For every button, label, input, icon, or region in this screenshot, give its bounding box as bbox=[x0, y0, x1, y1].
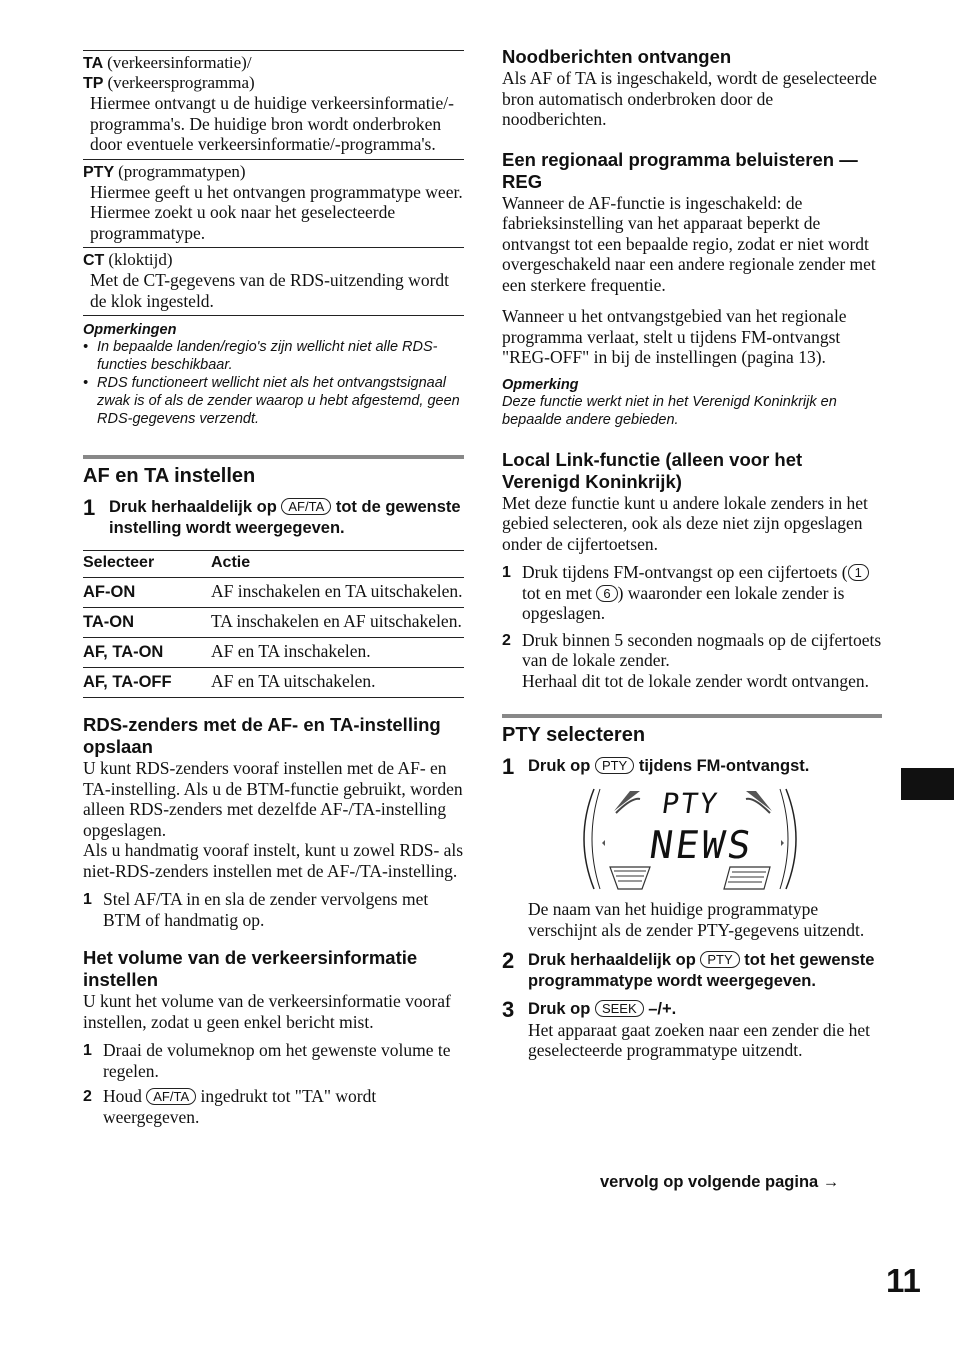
term: CT bbox=[83, 252, 105, 269]
table-row: AF, TA-ON AF en TA inschakelen. bbox=[83, 638, 464, 668]
pty-step-2: 2 Druk herhaaldelijk op PTY tot het gewenste programmatype wordt weergegeven. bbox=[502, 948, 875, 990]
pty-step-1-body: De naam van het huidige programmatype verschijnt als de zender PTY-gegevens uitzendt. bbox=[528, 899, 865, 940]
term-paren: (kloktijd) bbox=[108, 250, 173, 269]
note-item: • RDS functioneert wellicht niet als het ontvangstsignaal zwak is of als de zender waarop u hebt afgestemd, geen RDS-gegevens verzendt. bbox=[83, 375, 460, 427]
continued-note: vervolg op volgende pagina → bbox=[600, 1173, 840, 1191]
term-paren: (verkeersprogramma) bbox=[107, 73, 255, 92]
local-link-step-1: 1 Druk tijdens FM-ontvangst op een cijfertoets ( 1 tot en met 6 ) waaronder een lokale zender is opgeslagen. bbox=[502, 562, 882, 624]
volume-step-1: 1 Draai de volumeknop om het gewenste volume te regelen. bbox=[83, 1040, 451, 1081]
local-link-body: Met deze functie kunt u andere lokale zenders in het gebied selecteren, ook als deze niet zijn opgeslagen onder de cijfertoetsen. bbox=[502, 492, 868, 554]
table-row: AF, TA-OFF AF en TA uitschakelen. bbox=[83, 668, 464, 698]
lcd-line-1: PTY bbox=[659, 787, 721, 820]
rds-store-body: U kunt RDS-zenders vooraf instellen met de AF- en TA-instelling. Als u de BTM-functie gebruikt, worden alleen RDS-zenders met dezelfde AF-/TA-instelling opgeslagen. bbox=[83, 758, 463, 840]
af-ta-step-1: 1 Druk herhaaldelijk op AF/TA tot de gewenste instelling wordt weergegeven. bbox=[83, 495, 461, 537]
term: TP bbox=[83, 75, 104, 92]
selection-table bbox=[83, 550, 464, 698]
term: PTY bbox=[83, 163, 115, 181]
reg-note: Deze functie werkt niet in het Verenigd Koninkrijk en bepaalde andere gebieden. bbox=[502, 393, 837, 428]
heading-af-ta: AF en TA instellen bbox=[83, 465, 256, 487]
term-paren: (verkeersinformatie)/ bbox=[107, 53, 252, 72]
definition-ta-tp bbox=[83, 50, 464, 159]
definition-desc: Hiermee ontvangt u de huidige verkeersinformatie/-programma's. De huidige bron wordt onderbroken door eventuele verkeersinformatie/-programma's. bbox=[90, 93, 454, 154]
definition-pty bbox=[83, 159, 464, 248]
definition-desc: Hiermee geeft u het ontvangen programmatype weer. Hiermee zoekt u ook naar het geselecteerde programmatype. bbox=[90, 181, 463, 243]
local-link-step-2: 2 Druk binnen 5 seconden nogmaals op de cijfertoets van de lokale zender. Herhaal dit tot de lokale zender wordt ontvangen. bbox=[502, 629, 882, 691]
page-number: 11 bbox=[886, 1262, 921, 1299]
definition-desc: Met de CT-gegevens van de RDS-uitzending wordt de klok ingesteld. bbox=[90, 270, 450, 311]
pty-step-3-body: Het apparaat gaat zoeken naar een zender die het geselecteerde programmatype uitzendt. bbox=[528, 1019, 871, 1060]
definition-ct bbox=[83, 247, 464, 315]
heading-rds-store: RDS-zenders met de AF- en TA-instelling opslaan bbox=[83, 714, 441, 757]
heading-pty: PTY selecteren bbox=[502, 724, 646, 746]
seek-button: SEEK bbox=[595, 1000, 644, 1017]
table-header: Actie bbox=[211, 551, 464, 578]
table-row: AF-ON AF inschakelen en TA uitschakelen. bbox=[83, 578, 464, 608]
term-paren: (programmatypen) bbox=[118, 161, 246, 181]
note-item: • In bepaalde landen/regio's zijn wellicht niet alle RDS-functies beschikbaar. bbox=[83, 339, 438, 373]
volume-body: U kunt het volume van de verkeersinformatie vooraf instellen, zodat u geen enkel bericht mist. bbox=[83, 991, 451, 1032]
heading-emergency: Noodberichten ontvangen bbox=[502, 46, 732, 67]
lcd-display-illustration bbox=[580, 785, 806, 893]
notes-block bbox=[83, 315, 464, 428]
notes-title: Opmerkingen bbox=[83, 322, 177, 338]
pty-button: PTY bbox=[700, 951, 739, 968]
af-ta-button: AF/TA bbox=[281, 498, 331, 515]
section-rule bbox=[502, 714, 882, 718]
table-row: TA-ON TA inschakelen en AF uitschakelen. bbox=[83, 608, 464, 638]
heading-volume: Het volume van de verkeersinformatie instellen bbox=[83, 947, 418, 990]
chapter-tab-marker bbox=[901, 768, 954, 800]
term: TA bbox=[83, 55, 104, 72]
pty-step-1: 1 Druk op PTY tijdens FM-ontvangst. bbox=[502, 754, 810, 779]
section-rule bbox=[83, 455, 464, 459]
reg-body: Wanneer de AF-functie is ingeschakeld: de fabrieksinstelling van het apparaat beperkt de ontvangst tot een bepaalde regio, zodat er niet wordt overgeschakeld naar een andere regionale zender met een sterkere frequentie. bbox=[502, 192, 876, 295]
lcd-line-2: NEWS bbox=[646, 823, 757, 867]
reg-note-title: Opmerking bbox=[502, 376, 579, 393]
rds-store-step-1: 1 Stel AF/TA in en sla de zender vervolgens met BTM of handmatig op. bbox=[83, 889, 429, 930]
pty-button: PTY bbox=[595, 757, 634, 774]
table-header: Selecteer bbox=[83, 551, 211, 578]
heading-reg: Een regionaal programma beluisteren — REG bbox=[502, 148, 858, 192]
preset-1-button: 1 bbox=[848, 564, 869, 581]
reg-body-2: Wanneer u het ontvangstgebied van het regionale programma verlaat, stelt u tijdens FM-ontvangst "REG-OFF" in bij de instellingen (pagina 13). bbox=[502, 306, 847, 367]
pty-step-3: 3 Druk op SEEK –/+. Het apparaat gaat zoeken naar een zender die het geselecteerde programmatype uitzendt. bbox=[502, 999, 882, 1061]
left-column bbox=[83, 0, 464, 1127]
preset-6-button: 6 bbox=[596, 585, 617, 602]
emergency-body: Als AF of TA is ingeschakeld, wordt de geselecteerde bron automatisch onderbroken door de noodberichten. bbox=[502, 68, 877, 129]
volume-step-2: 2 Houd AF/TA ingedrukt tot "TA" wordt weergegeven. bbox=[83, 1086, 377, 1127]
rds-store-body-2: Als u handmatig vooraf instelt, kunt u zowel RDS- als niet-RDS-zenders instellen met de AF-/TA-instelling. bbox=[83, 840, 464, 881]
right-column bbox=[502, 0, 882, 1061]
af-ta-button: AF/TA bbox=[146, 1088, 196, 1105]
heading-local-link: Local Link-functie (alleen voor het Verenigd Koninkrijk) bbox=[502, 448, 803, 492]
